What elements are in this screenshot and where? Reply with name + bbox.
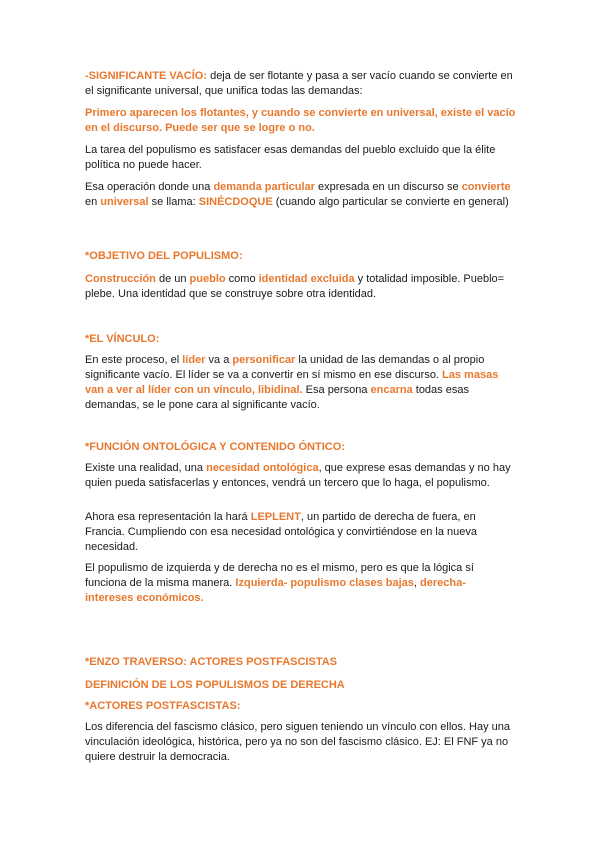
highlight-izquierda: Izquierda- populismo clases bajas xyxy=(235,577,414,589)
heading-el-vinculo: *EL VÍNCULO: xyxy=(85,333,160,345)
highlight-identidad-excluida: identidad excluida xyxy=(258,273,355,285)
text-segment: todas esas demandas, se le pone cara al significante vacío. xyxy=(85,384,469,411)
highlight-personificar: personificar xyxy=(232,354,296,366)
text-segment: se llama: xyxy=(148,196,199,208)
highlight-necesidad-ontologica: necesidad ontológica xyxy=(206,462,319,474)
text-segment: Ahora esa representación la hará xyxy=(85,511,251,523)
leplent-paragraph xyxy=(85,510,517,555)
highlight-sinecdoque: SINÉCDOQUE xyxy=(198,196,273,208)
highlight-leplent: LEPLENT xyxy=(250,511,301,523)
text-segment: en xyxy=(85,196,101,208)
significante-vacio-definition: deja de ser flotante y pasa a ser vacío cuando se convierte en el significante universal, que unifica todas las demandas: xyxy=(85,70,513,97)
actores-paragraph: Los diferencia del fascismo clásico, pero siguen teniendo un vínculo con ellos. Hay una vinculación ideológica, histórica, pero ya no son del fascismo clásico. EJ: El FNF ya no quiere destruir la democracia. xyxy=(85,721,510,763)
significante-vacio-paragraph xyxy=(85,69,517,99)
text-segment: como xyxy=(225,273,259,285)
text-segment: Existe una realidad, una xyxy=(85,462,207,474)
text-segment: la unidad de las demandas o al propio significante vacío. El líder se va a convertir en sí mismo en ese discurso. xyxy=(85,354,485,381)
flotantes-highlight-paragraph: Primero aparecen los flotantes, y cuando se convierte en universal, existe el vacío en el discurso. Puede ser que se logre o no. xyxy=(85,107,516,134)
highlight-universal: universal xyxy=(100,196,149,208)
heading-funcion-ontologica: *FUNCIÓN ONTOLÓGICA Y CONTENIDO ÓNTICO: xyxy=(85,441,345,453)
text-segment: Esa persona xyxy=(302,384,371,396)
heading-enzo-traverso: *ENZO TRAVERSO: ACTORES POSTFASCISTAS xyxy=(85,656,338,668)
heading-objetivo-populismo: *OBJETIVO DEL POPULISMO: xyxy=(85,250,243,262)
text-segment: El populismo de izquierda y de derecha no es el mismo, pero es que la lógica sí funciona de la misma manera. xyxy=(85,562,474,589)
text-segment: expresada en un discurso se xyxy=(314,181,462,193)
highlight-demanda-particular: demanda particular xyxy=(213,181,315,193)
necesidad-ontologica-paragraph xyxy=(85,461,517,491)
significante-vacio-term: -SIGNIFICANTE VACÍO: xyxy=(85,70,208,82)
text-segment: (cuando algo particular se convierte en general) xyxy=(272,196,509,208)
text-segment: de un xyxy=(155,273,190,285)
text-segment: , un partido de derecha de fuera, en Francia. Cumpliendo con esa necesidad ontológica y convirtiéndose en la nueva necesidad. xyxy=(85,511,477,553)
tarea-populismo-paragraph: La tarea del populismo es satisfacer esas demandas del pueblo excluido que la élite política no puede hacer. xyxy=(85,144,496,171)
heading-actores-postfascistas: *ACTORES POSTFASCISTAS: xyxy=(85,700,241,712)
highlight-derecha: derecha- intereses económicos. xyxy=(85,577,466,604)
highlight-encarna: encarna xyxy=(370,384,413,396)
text-segment: , que exprese esas demandas y no hay quien pueda satisfacerlas y entonces, vendrá un tercero que lo haga, el populismo. xyxy=(85,462,511,489)
izquierda-derecha-paragraph xyxy=(85,561,517,606)
vinculo-paragraph xyxy=(85,353,517,413)
highlight-lider: líder xyxy=(182,354,206,366)
text-segment: En este proceso, el xyxy=(85,354,183,366)
heading-definicion-populismos: DEFINICIÓN DE LOS POPULISMOS DE DERECHA xyxy=(85,679,345,691)
text-segment: va a xyxy=(205,354,233,366)
highlight-masas-vinculo: Las masas van a ver al líder con un vínculo, libidinal. xyxy=(85,369,499,396)
objetivo-paragraph xyxy=(85,272,517,302)
highlight-convierte: convierte xyxy=(461,181,511,193)
sinecdoque-paragraph xyxy=(85,180,517,210)
text-segment: , xyxy=(413,577,421,589)
text-segment: y totalidad imposible. Pueblo= plebe. Una identidad que se construye sobre otra identidad. xyxy=(85,273,505,300)
highlight-construccion: Construcción xyxy=(85,273,156,285)
text-segment: Esa operación donde una xyxy=(85,181,214,193)
highlight-pueblo: pueblo xyxy=(189,273,226,285)
